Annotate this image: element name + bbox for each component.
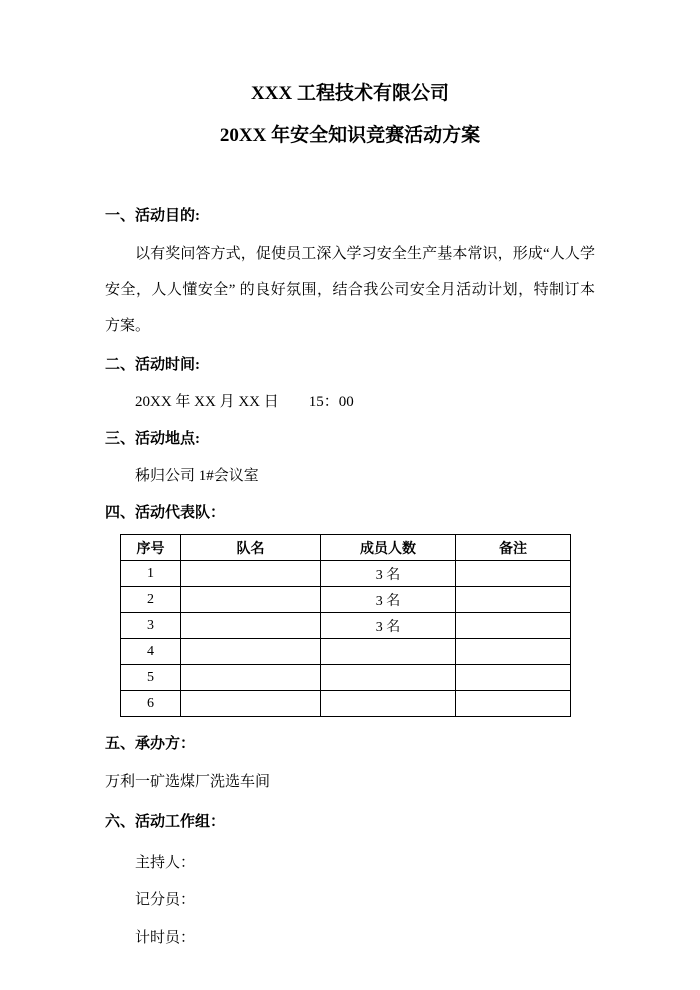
table-cell	[321, 639, 456, 665]
work-group-item: 记分员：	[135, 892, 196, 909]
table-header-cell: 成员人数	[321, 535, 456, 561]
section-6-heading: 六、活动工作组：	[105, 814, 226, 831]
table-cell	[321, 665, 456, 691]
table-cell: 3 名	[321, 587, 456, 613]
table-cell: 2	[121, 587, 181, 613]
table-cell	[181, 587, 321, 613]
document-title: XXX 工程技术有限公司	[251, 83, 449, 104]
table-cell	[456, 587, 571, 613]
section-4-heading: 四、活动代表队：	[105, 504, 226, 521]
table-row	[121, 691, 571, 717]
table-cell: 3	[121, 613, 181, 639]
team-table-body	[121, 561, 571, 717]
table-header-cell: 序号	[121, 535, 181, 561]
section-5-text: 万利一矿选煤厂洗选车间	[105, 773, 271, 790]
section-2-text: 20XX 年 XX 月 XX 日 15：00	[135, 394, 354, 411]
section-1-paragraph: 以有奖问答方式，促使员工深入学习安全生产基本常识，形成“人人学安全，人人懂安全” 的良好氛围，结合我公司安全月活动计划，特制订本方案。	[105, 245, 595, 334]
section-2-heading: 二、活动时间:	[105, 356, 200, 373]
table-cell	[181, 639, 321, 665]
team-table	[120, 534, 571, 717]
table-cell: 6	[121, 691, 181, 717]
table-cell	[181, 691, 321, 717]
table-cell	[181, 665, 321, 691]
table-cell: 3 名	[321, 561, 456, 587]
work-group-item: 主持人：	[135, 854, 196, 871]
table-header-cell: 备注	[456, 535, 571, 561]
table-row	[121, 665, 571, 691]
table-cell	[181, 613, 321, 639]
document-subtitle: 20XX 年安全知识竞赛活动方案	[219, 124, 481, 146]
table-cell	[456, 613, 571, 639]
table-header-row	[121, 535, 571, 561]
section-3-text: 秭归公司 1#会议室	[135, 468, 259, 485]
table-cell	[456, 691, 571, 717]
table-row	[121, 639, 571, 665]
table-cell: 1	[121, 561, 181, 587]
table-cell: 3 名	[321, 613, 456, 639]
table-cell	[456, 561, 571, 587]
work-group-item: 计时员：	[135, 929, 196, 946]
table-cell: 4	[121, 639, 181, 665]
section-5-heading: 五、承办方：	[105, 736, 196, 753]
table-cell	[181, 561, 321, 587]
table-cell	[456, 665, 571, 691]
table-cell: 5	[121, 665, 181, 691]
table-row	[121, 561, 571, 587]
section-3-heading: 三、活动地点:	[105, 430, 200, 447]
section-1-heading: 一、活动目的:	[105, 208, 200, 225]
table-cell	[321, 691, 456, 717]
table-row	[121, 587, 571, 613]
table-header-cell: 队名	[181, 535, 321, 561]
table-row	[121, 613, 571, 639]
table-cell	[456, 639, 571, 665]
work-group-list	[105, 852, 595, 950]
